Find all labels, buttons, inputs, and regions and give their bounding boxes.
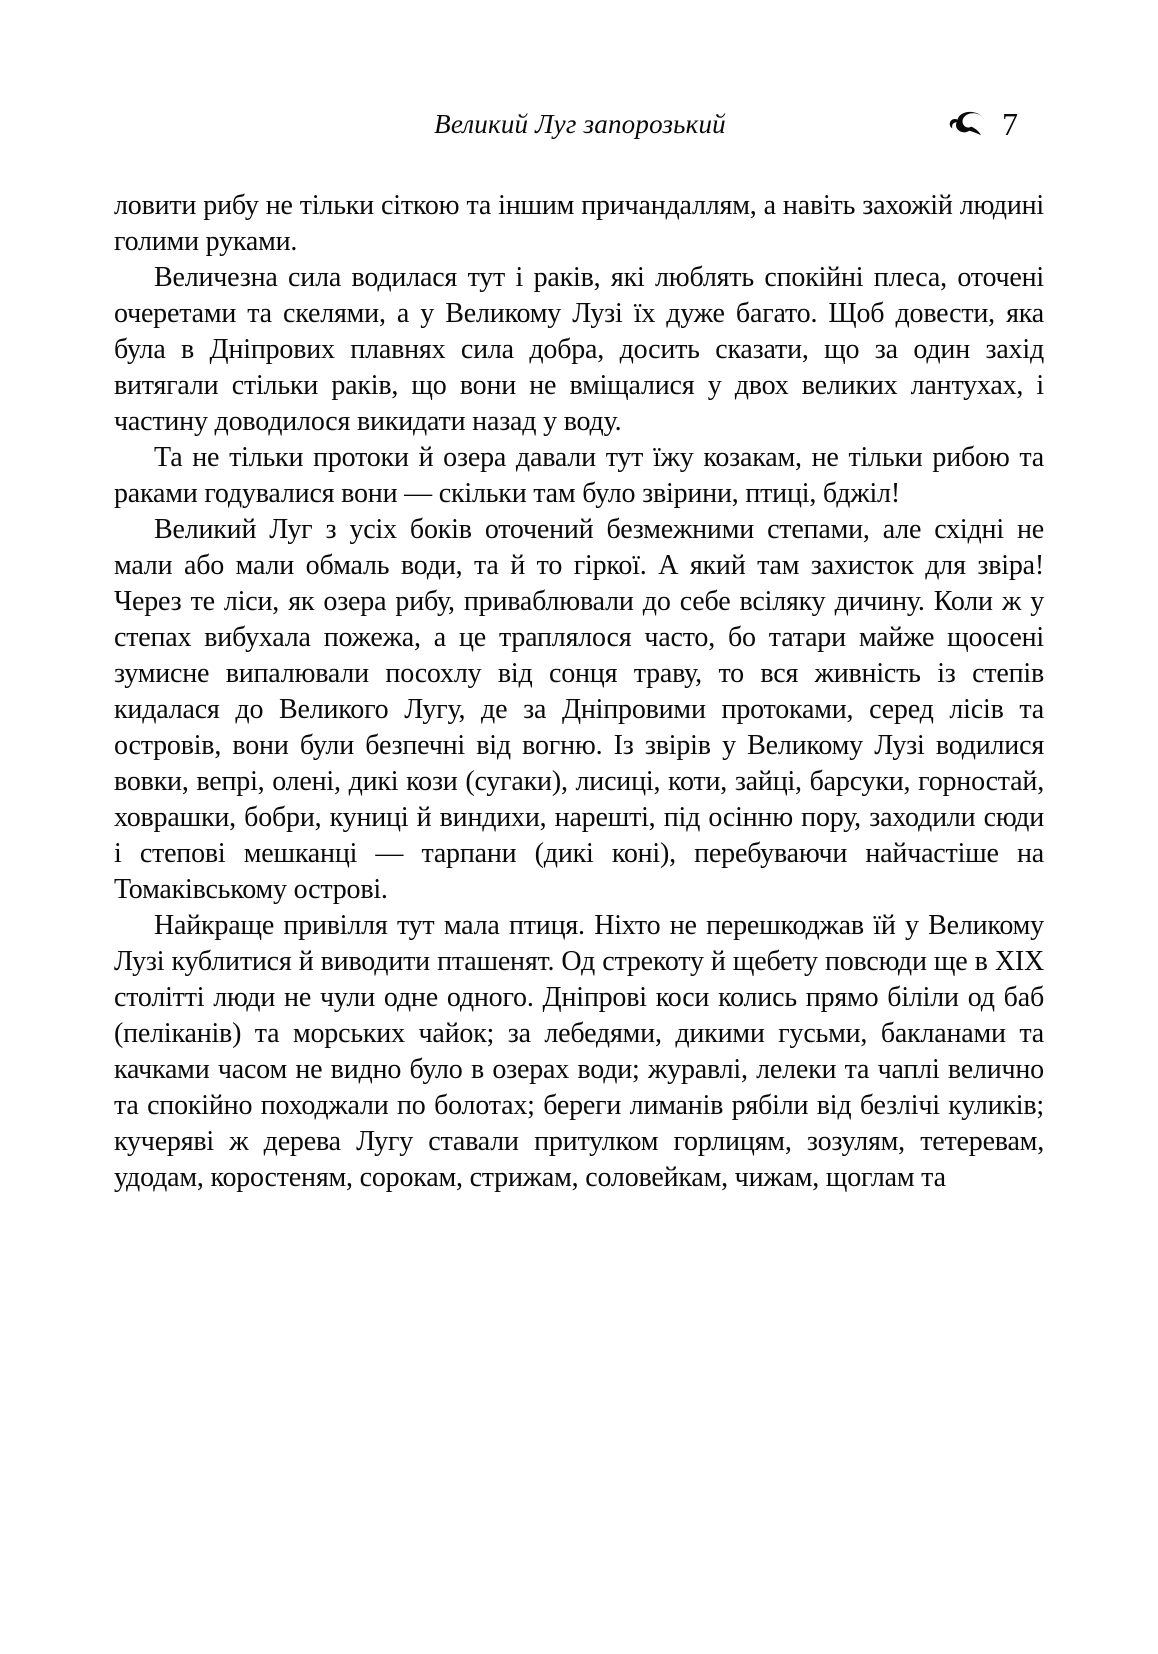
folio — [948, 102, 1018, 146]
paragraph: Та не тільки протоки й озера давали тут їжу козакам, не тільки рибою та раками годувалися вони — скільки там було звірини, птиці, бджіл! — [114, 442, 1044, 509]
paragraph: Величезна сила водилася тут і раків, які люблять спокійні плеса, оточені очеретами та скелями, а у Великому Лузі їх дуже багато. Щоб довести, яка була в Дніпрових плавнях сила добра, досить сказати, що за один захід витягали стільки раків, що вони не вміщалися у двох великих лантухах, і частину доводилося викидати назад у воду. — [114, 262, 1044, 437]
page-number: 7 — [1002, 106, 1018, 142]
paragraph: ловити рибу не тільки сіткою та іншим причандаллям, а навіть захожій людині голими руками. — [114, 190, 1044, 257]
running-head — [114, 102, 1046, 146]
paragraph: Найкраще привілля тут мала птиця. Ніхто не перешкоджав їй у Великому Лузі кублитися й виводити пташенят. Од стрекоту й щебету повсюди ще в XIX столітті люди не чули одне одного. Дніпрові коси колись прямо біліли од баб (пеліканів) та морських чайок; за лебедями, дикими гусьми, бакланами та качками часом не видно було в озерах води; журавлі, лелеки та чаплі велично та спокійно походжали по болотах; береги лиманів рябіли від безлічі куликів; кучеряві ж дерева Лугу ставали притулком горлицям, зозулям, тетеревам, удодам, коростеням, сорокам, стрижам, соловейкам, чижам, щоглам та — [114, 910, 1044, 1193]
body-text — [114, 188, 1044, 1196]
running-title: Великий Луг запорозький — [434, 109, 726, 139]
fleuron-ornament-icon — [948, 111, 986, 137]
paragraph: Великий Луг з усіх боків оточений безмежними степами, але східні не мали або мали обмаль води, та й то гіркої. А який там захисток для звіра! Через те ліси, як озера рибу, приваблювали до себе всіляку дичину. Коли ж у степах вибухала пожежа, а це траплялося часто, бо татари майже щоосені зумисне випалювали посохлу від сонця траву, то вся живність із степів кидалася до Великого Лугу, де за Дніпровими протоками, серед лісів та островів, вони були безпечні від вогню. Із звірів у Великому Лузі водилися вовки, вепрі, олені, дикі кози (сугаки), лисиці, коти, зайці, барсуки, горностай, ховрашки, бобри, куниці й виндихи, нарешті, під осінню пору, заходили сюди і степові мешканці — тарпани (дикі коні), перебуваючи найчастіше на Томаківському острові. — [114, 514, 1044, 905]
